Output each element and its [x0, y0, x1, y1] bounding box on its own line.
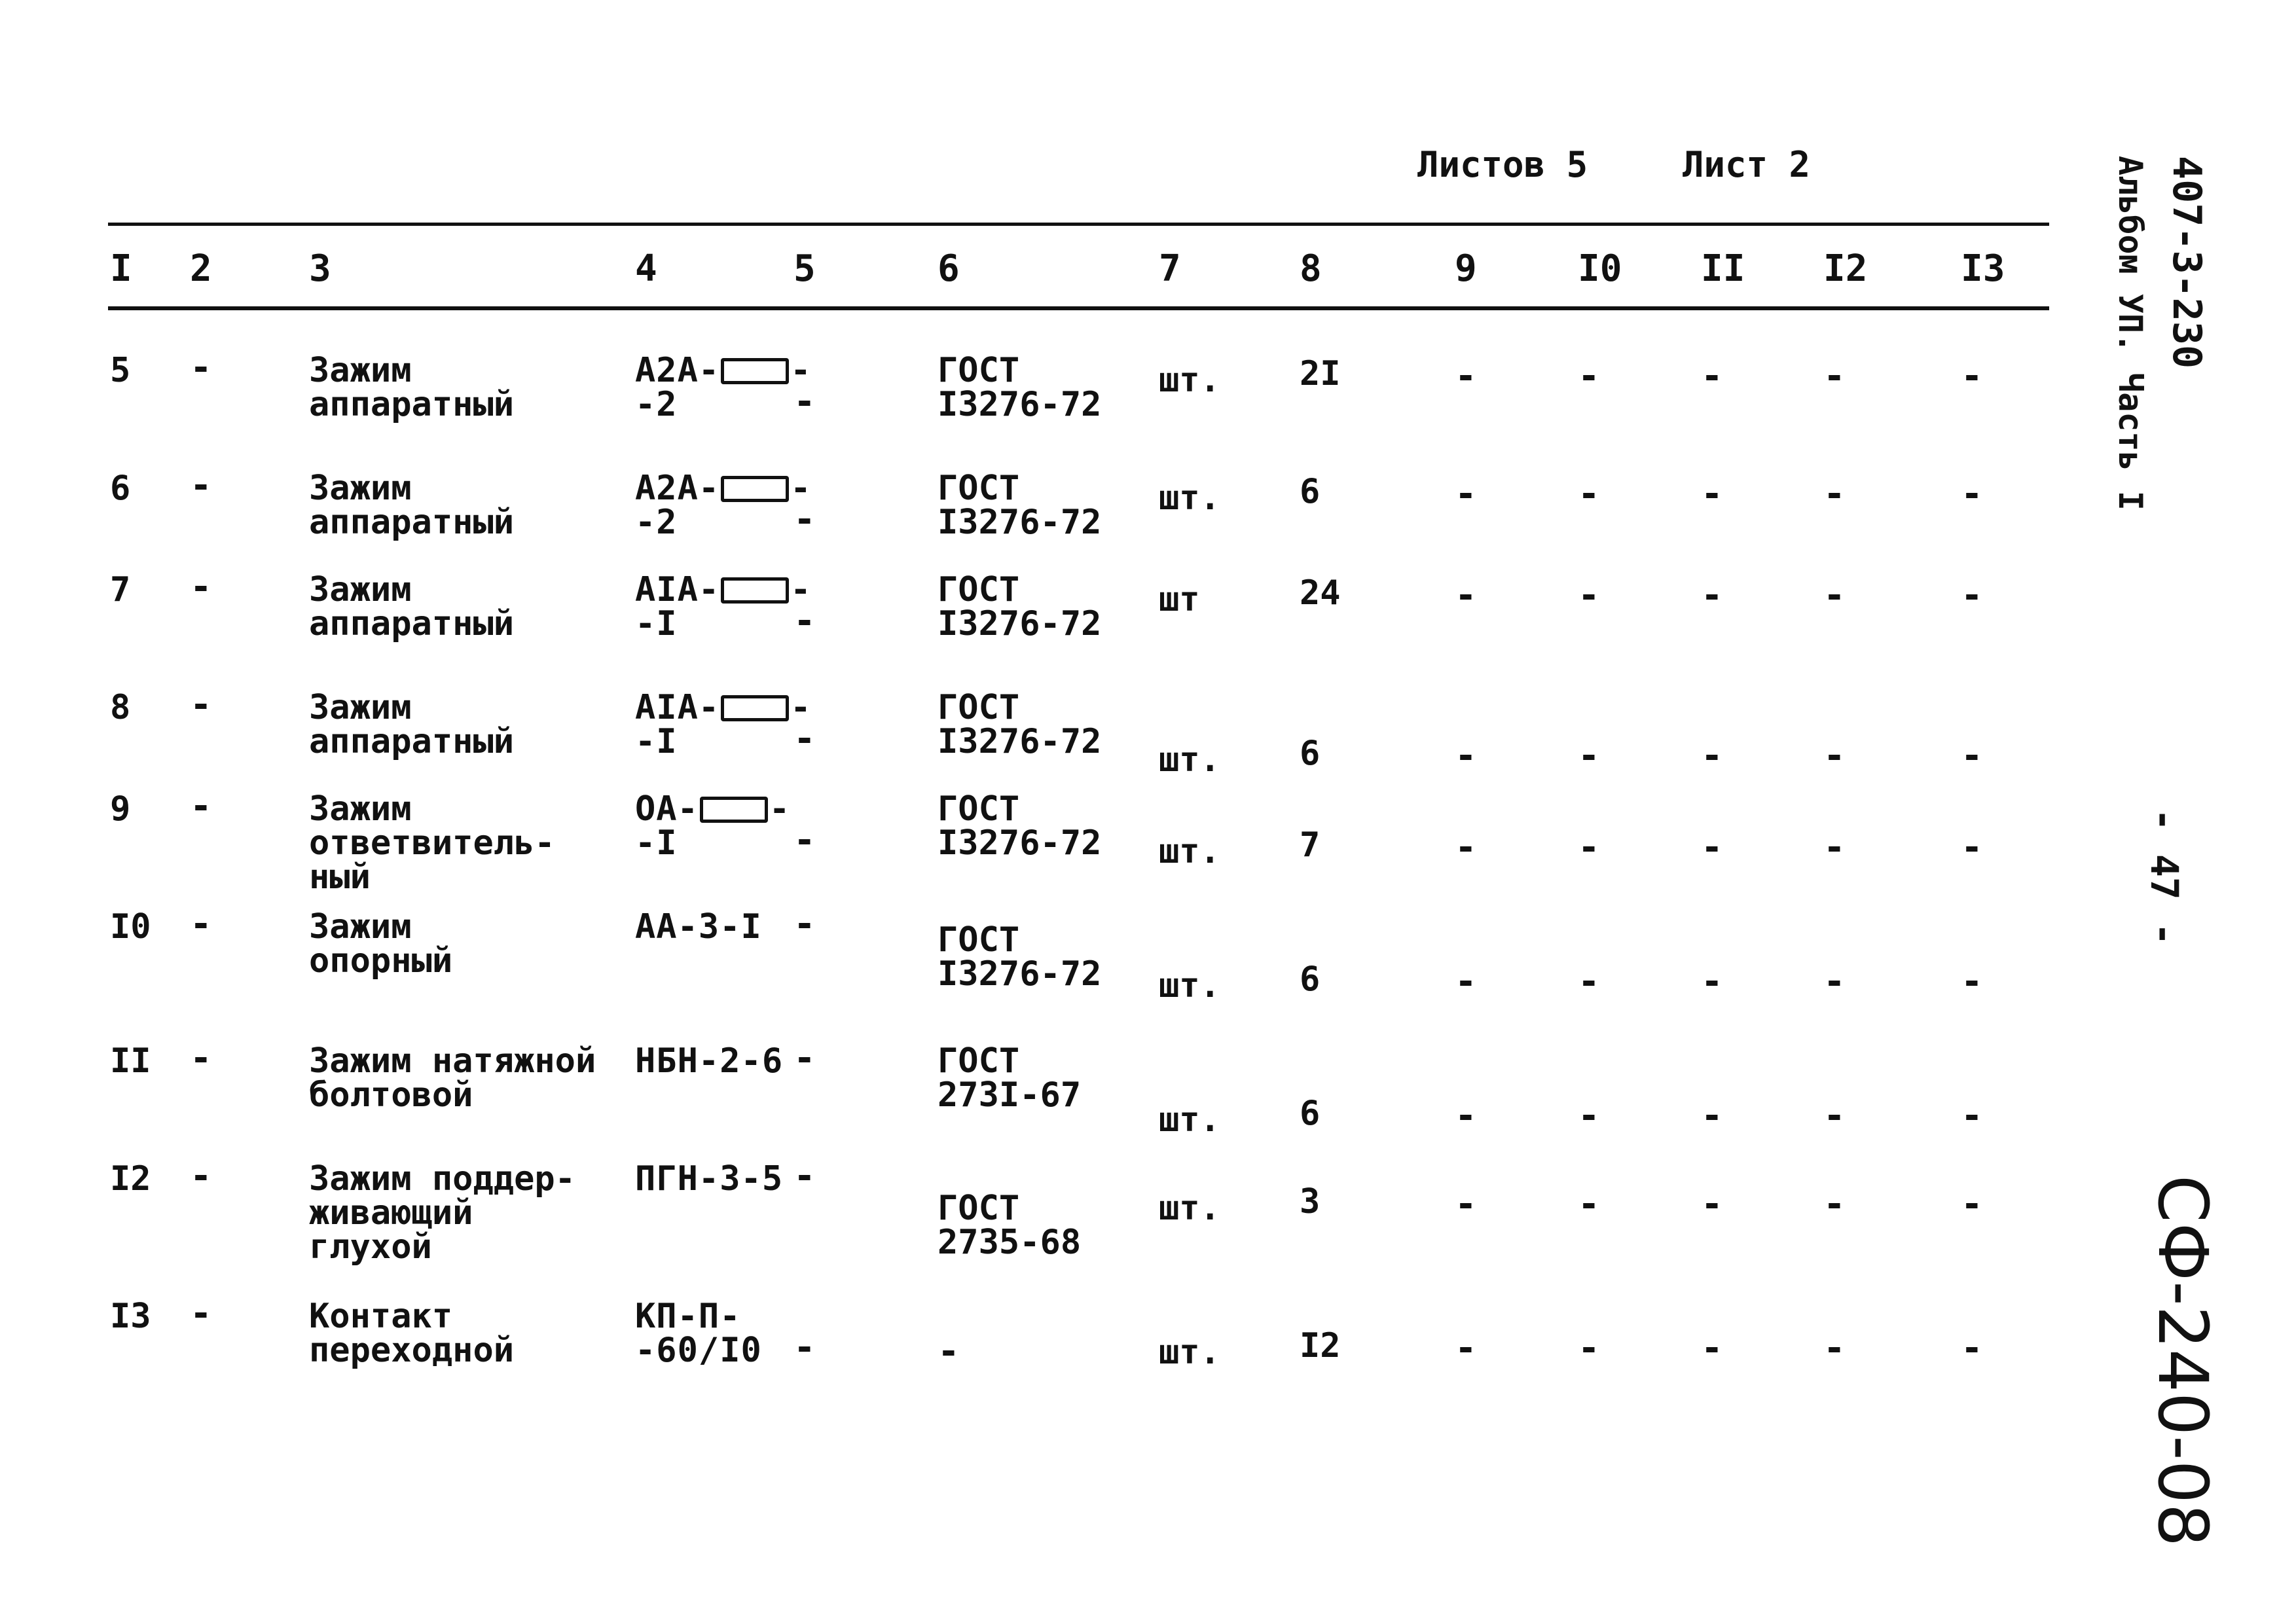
column-header: 3	[309, 247, 331, 290]
item-quantity: 6	[1300, 472, 1321, 511]
item-standard: -	[938, 1330, 960, 1373]
item-mark-hyphen: -	[790, 688, 812, 727]
col2-value: -	[190, 346, 212, 389]
col11-value: -	[1701, 1183, 1723, 1225]
col5-value: -	[793, 1155, 816, 1197]
item-mark-line1: АIА-	[635, 570, 720, 609]
item-mark-line2: -I	[635, 823, 678, 863]
col13-value: -	[1961, 1327, 1983, 1369]
col2-value: -	[190, 1155, 212, 1197]
item-mark-line2: -2	[635, 503, 678, 542]
col13-value: -	[1961, 1183, 1983, 1225]
item-quantity: 2I	[1300, 354, 1341, 393]
item-number: 5	[110, 351, 131, 390]
item-name: Зажим аппаратный	[309, 469, 515, 542]
item-mark-line2: -I	[635, 604, 678, 643]
col10-value: -	[1578, 826, 1600, 869]
col12-value: -	[1823, 473, 1846, 515]
col13-value: -	[1961, 574, 1983, 617]
col13-value: -	[1961, 826, 1983, 869]
item-quantity: 6	[1300, 1094, 1321, 1133]
col5-value: -	[793, 498, 816, 541]
item-mark	[635, 789, 791, 863]
item-number: 6	[110, 469, 131, 508]
item-quantity: 7	[1300, 825, 1321, 865]
col12-value: -	[1823, 355, 1846, 397]
item-mark-line1: А2А-	[635, 351, 720, 390]
col13-value: -	[1961, 355, 1983, 397]
item-mark	[635, 353, 812, 422]
item-standard: ГОСТ I3276-72	[938, 351, 1102, 424]
col12-value: -	[1823, 574, 1846, 617]
column-header: I3	[1961, 247, 2005, 290]
item-name: Зажим аппаратный	[309, 351, 515, 424]
column-header: 5	[793, 247, 816, 290]
col11-value: -	[1701, 473, 1723, 515]
col12-value: -	[1823, 826, 1846, 869]
item-unit: шт.	[1159, 1189, 1220, 1228]
item-number: 9	[110, 789, 131, 829]
item-name: Зажим аппаратный	[309, 570, 515, 643]
item-standard: ГОСТ I3276-72	[938, 570, 1102, 643]
item-mark	[635, 1297, 762, 1370]
item-mark-line2: -2	[635, 385, 678, 424]
blank-box-icon	[721, 358, 789, 384]
col5-value: -	[793, 380, 816, 423]
col12-value: -	[1823, 960, 1846, 1003]
item-unit: шт.	[1159, 966, 1220, 1005]
item-number: I3	[110, 1297, 151, 1336]
col11-value: -	[1701, 734, 1723, 777]
item-unit: шт.	[1159, 1100, 1220, 1140]
item-name: Зажим натяжной болтовой	[309, 1041, 596, 1115]
header-top-rule	[108, 223, 2049, 226]
col2-value: -	[190, 1292, 212, 1335]
item-mark-line2: -60/I0	[635, 1331, 762, 1370]
item-mark	[635, 1159, 784, 1199]
item-unit: шт.	[1159, 478, 1220, 518]
blank-box-icon	[721, 577, 789, 604]
item-standard: ГОСТ I3276-72	[938, 789, 1102, 863]
item-unit: шт.	[1159, 361, 1220, 400]
header-bottom-rule	[108, 306, 2049, 310]
item-quantity: I2	[1300, 1326, 1341, 1365]
col2-value: -	[190, 903, 212, 945]
item-name: Зажим поддер- живающий глухой	[309, 1159, 575, 1267]
col5-value: -	[793, 903, 816, 945]
col9-value: -	[1455, 473, 1477, 515]
item-mark-hyphen: -	[790, 570, 812, 609]
col5-value: -	[793, 1037, 816, 1079]
col11-value: -	[1701, 1327, 1723, 1369]
col10-value: -	[1578, 473, 1600, 515]
item-mark-hyphen: -	[790, 469, 812, 508]
column-header: 2	[190, 247, 212, 290]
sheet-number: Лист 2	[1683, 144, 1811, 185]
column-header: 7	[1159, 247, 1181, 290]
item-name: Зажим аппаратный	[309, 688, 515, 761]
item-standard: ГОСТ I3276-72	[938, 688, 1102, 761]
item-mark-hyphen: -	[790, 351, 812, 390]
col9-value: -	[1455, 826, 1477, 869]
item-mark-hyphen: -	[769, 789, 791, 829]
col12-value: -	[1823, 734, 1846, 777]
item-standard: ГОСТ 273I-67	[938, 1041, 1082, 1115]
col9-value: -	[1455, 355, 1477, 397]
item-standard: ГОСТ I3276-72	[938, 920, 1102, 994]
col2-value: -	[190, 683, 212, 726]
col10-value: -	[1578, 1094, 1600, 1137]
col13-value: -	[1961, 734, 1983, 777]
col10-value: -	[1578, 1327, 1600, 1369]
col9-value: -	[1455, 1094, 1477, 1137]
item-mark-line1: АIА-	[635, 688, 720, 727]
item-unit: шт.	[1159, 1333, 1220, 1372]
column-header: I0	[1578, 247, 1622, 290]
item-unit: шт.	[1159, 832, 1220, 871]
item-number: II	[110, 1041, 151, 1081]
item-mark-line1: НБН-2-6	[635, 1041, 784, 1081]
blank-box-icon	[700, 797, 768, 823]
col12-value: -	[1823, 1327, 1846, 1369]
item-standard: ГОСТ 2735-68	[938, 1189, 1082, 1262]
item-mark	[635, 1041, 784, 1081]
col13-value: -	[1961, 1094, 1983, 1137]
col2-value: -	[190, 566, 212, 608]
item-quantity: 6	[1300, 960, 1321, 999]
item-mark-line1: А2А-	[635, 469, 720, 508]
item-quantity: 3	[1300, 1182, 1321, 1221]
column-header: 9	[1455, 247, 1477, 290]
item-number: 7	[110, 570, 131, 609]
col13-value: -	[1961, 960, 1983, 1003]
item-mark-line1: ПГН-3-5	[635, 1159, 784, 1199]
col10-value: -	[1578, 1183, 1600, 1225]
column-header: 6	[938, 247, 960, 290]
item-mark	[635, 688, 812, 761]
item-standard: ГОСТ I3276-72	[938, 469, 1102, 542]
col12-value: -	[1823, 1183, 1846, 1225]
col11-value: -	[1701, 826, 1723, 869]
item-number: I2	[110, 1159, 151, 1199]
item-mark	[635, 469, 812, 542]
item-name: Зажим ответвитель- ный	[309, 789, 555, 897]
album-code: 407-3-230	[2164, 156, 2210, 369]
col5-value: -	[793, 1326, 816, 1369]
drawing-code: СФ-240-08	[2143, 1175, 2223, 1547]
col5-value: -	[793, 717, 816, 760]
item-mark	[635, 570, 812, 643]
item-number: 8	[110, 688, 131, 727]
col2-value: -	[190, 785, 212, 827]
blank-box-icon	[721, 476, 789, 502]
col9-value: -	[1455, 1183, 1477, 1225]
col11-value: -	[1701, 960, 1723, 1003]
col5-value: -	[793, 600, 816, 642]
col12-value: -	[1823, 1094, 1846, 1137]
item-quantity: 24	[1300, 573, 1341, 613]
col9-value: -	[1455, 734, 1477, 777]
col11-value: -	[1701, 574, 1723, 617]
item-mark-line1: КП-П-	[635, 1297, 741, 1336]
col9-value: -	[1455, 960, 1477, 1003]
column-header: 8	[1300, 247, 1322, 290]
blank-box-icon	[721, 695, 789, 721]
col10-value: -	[1578, 574, 1600, 617]
item-quantity: 6	[1300, 734, 1321, 773]
column-header: I	[110, 247, 132, 290]
page-number: - 47 -	[2142, 808, 2187, 946]
col2-value: -	[190, 1037, 212, 1079]
item-name: Контакт переходной	[309, 1297, 515, 1370]
item-mark-line1: АА-3-I	[635, 907, 762, 947]
col13-value: -	[1961, 473, 1983, 515]
col9-value: -	[1455, 574, 1477, 617]
item-mark-line1: ОА-	[635, 789, 699, 829]
column-header: II	[1701, 247, 1745, 290]
item-mark-line2: -I	[635, 722, 678, 761]
col10-value: -	[1578, 355, 1600, 397]
item-name: Зажим опорный	[309, 907, 453, 981]
col10-value: -	[1578, 734, 1600, 777]
col11-value: -	[1701, 1094, 1723, 1137]
col5-value: -	[793, 819, 816, 861]
col9-value: -	[1455, 1327, 1477, 1369]
item-number: I0	[110, 907, 151, 947]
item-mark	[635, 907, 762, 947]
col11-value: -	[1701, 355, 1723, 397]
item-unit: шт	[1159, 580, 1200, 619]
col2-value: -	[190, 464, 212, 507]
column-header: 4	[635, 247, 657, 290]
item-unit: шт.	[1159, 740, 1220, 780]
sheets-total: Листов 5	[1417, 144, 1588, 185]
col10-value: -	[1578, 960, 1600, 1003]
album-title: Альбом УП. Часть I	[2111, 156, 2149, 511]
column-header: I2	[1823, 247, 1868, 290]
